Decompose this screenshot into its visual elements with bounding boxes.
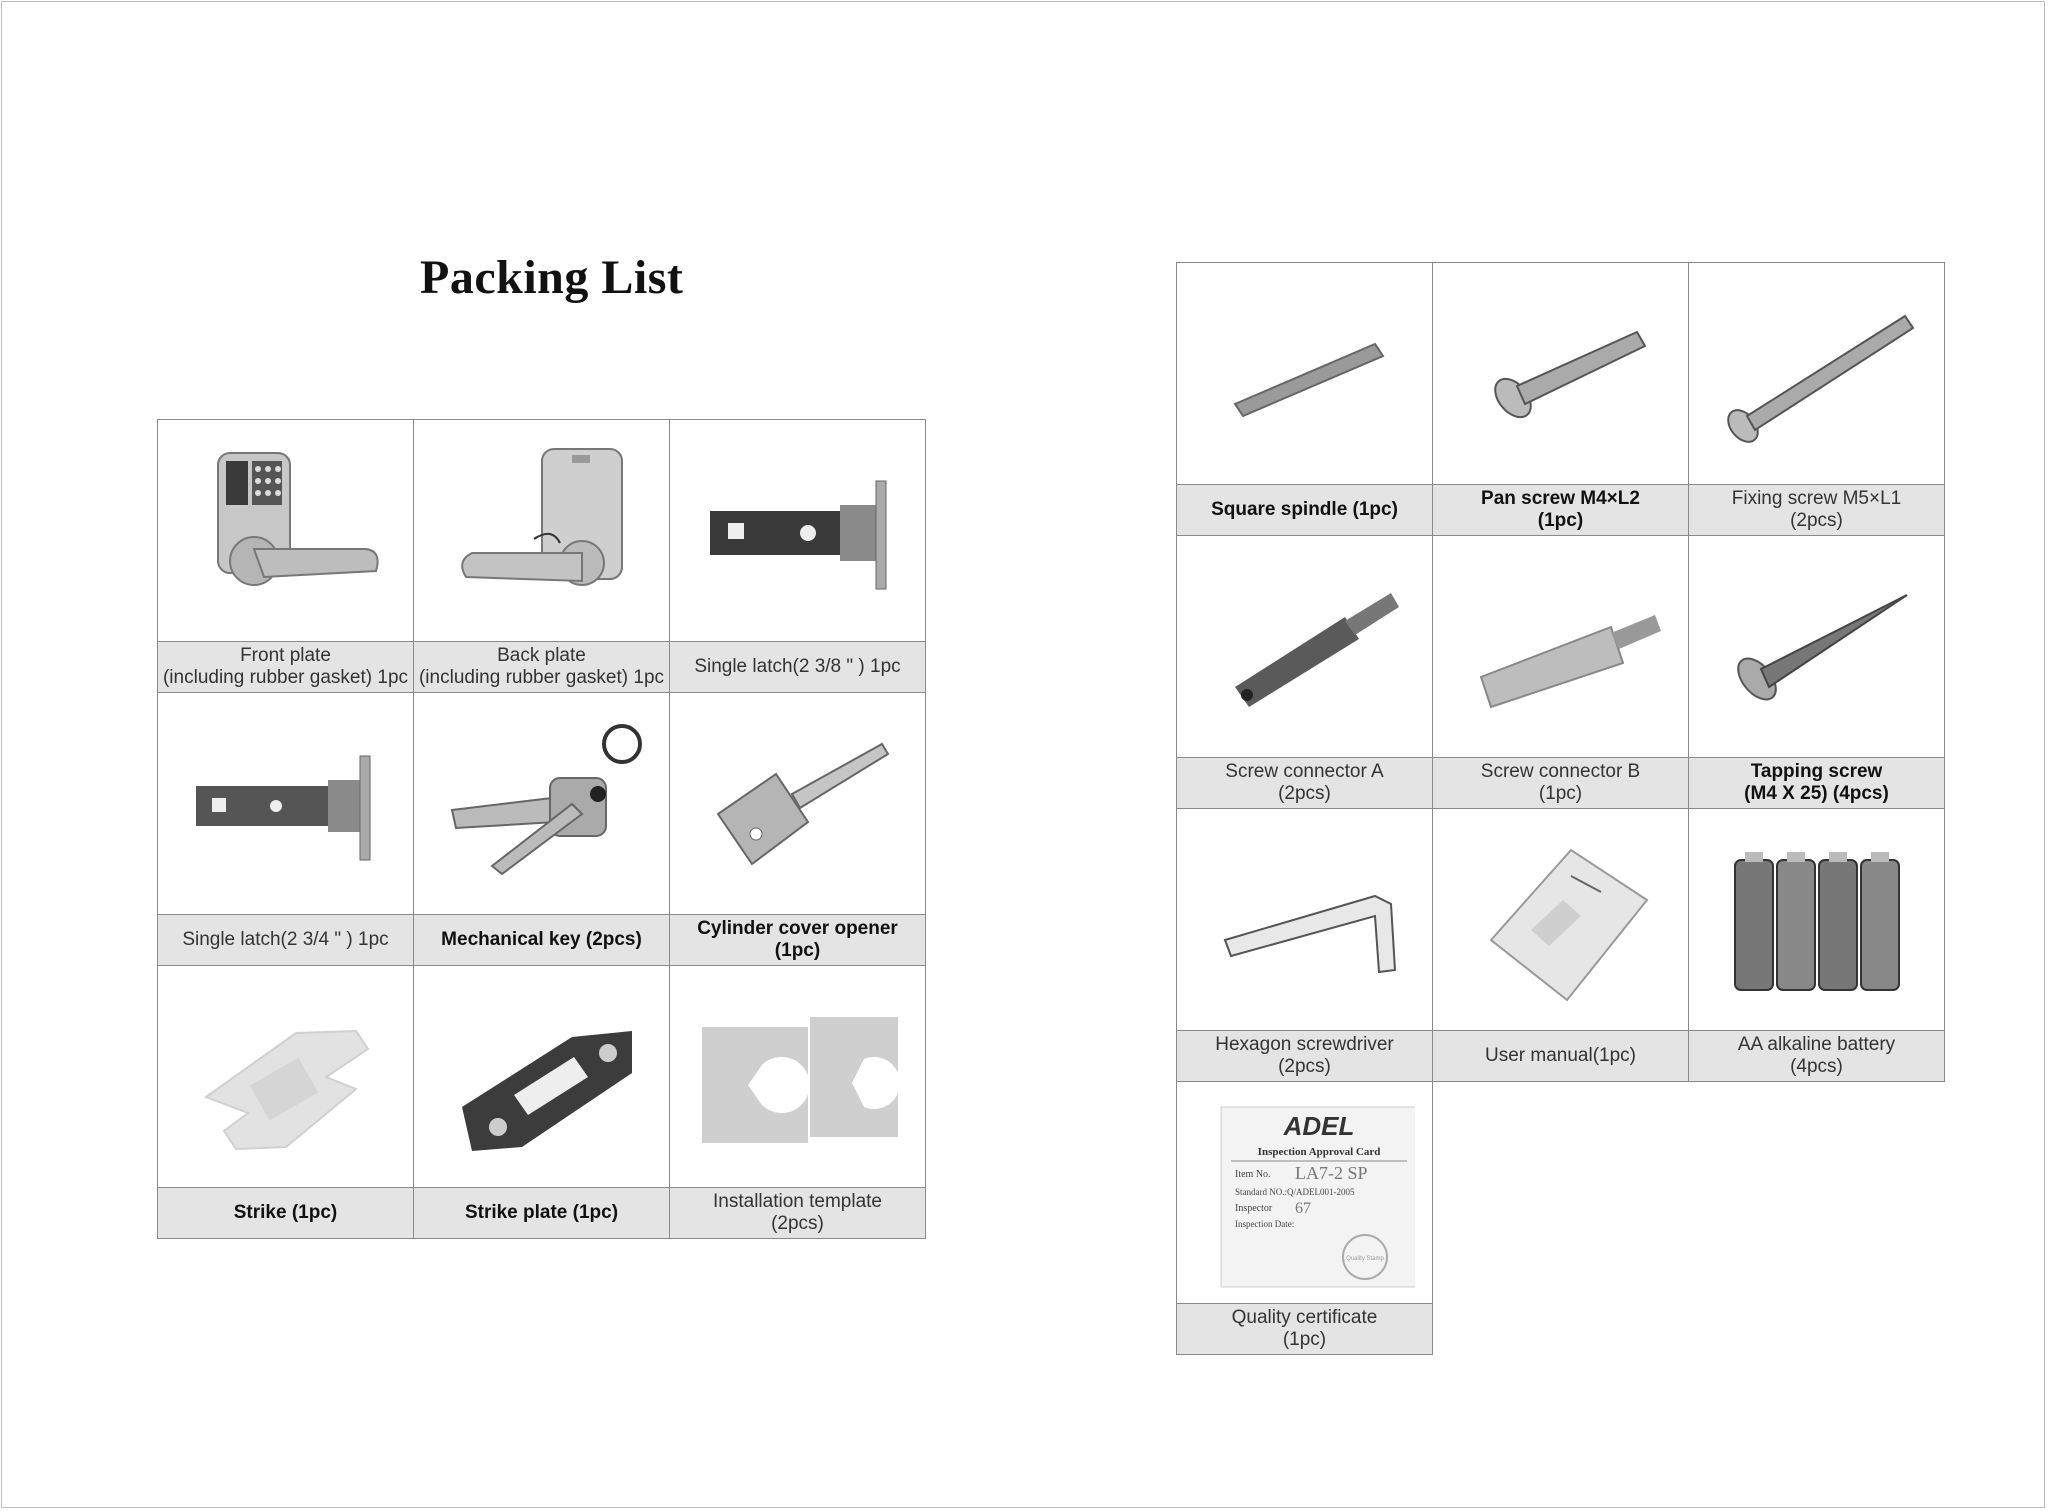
certificate-standard: Standard NO.:Q/ADEL001-2005 <box>1234 1186 1354 1197</box>
front-plate-icon <box>176 431 396 631</box>
item-caption: Pan screw M4×L2 (1pc) <box>1433 484 1688 535</box>
certificate-logo: ADEL <box>1283 1110 1354 1141</box>
template-icon <box>688 977 908 1177</box>
item-caption: Quality certificate (1pc) <box>1177 1303 1432 1354</box>
list-item <box>1433 263 1689 536</box>
list-item <box>1433 536 1689 809</box>
cover-opener-icon <box>688 704 908 904</box>
list-item <box>670 420 926 693</box>
tapping-screw-icon <box>1707 547 1927 747</box>
item-caption: Mechanical key (2pcs) <box>414 914 669 965</box>
list-item <box>1177 536 1433 809</box>
list-item <box>158 420 414 693</box>
list-item <box>158 966 414 1239</box>
item-caption: Front plate (including rubber gasket) 1pc <box>158 641 413 692</box>
list-item <box>670 693 926 966</box>
certificate-inspector: 67 <box>1294 1199 1311 1217</box>
page-title: Packing List <box>420 251 684 304</box>
certificate-item-no: LA7-2 SP <box>1294 1162 1368 1183</box>
item-caption: User manual(1pc) <box>1433 1030 1688 1081</box>
pan-screw-icon <box>1451 274 1671 474</box>
item-caption: Single latch(2 3/4 " ) 1pc <box>158 914 413 965</box>
list-item <box>670 966 926 1239</box>
list-item <box>414 420 670 693</box>
list-item <box>414 966 670 1239</box>
manual-icon <box>1451 820 1671 1020</box>
list-item <box>1689 809 1945 1082</box>
item-caption: Screw connector B (1pc) <box>1433 757 1688 808</box>
back-plate-icon <box>432 431 652 631</box>
item-caption: Cylinder cover opener (1pc) <box>670 914 925 965</box>
list-item <box>1689 536 1945 809</box>
list-item <box>1433 809 1689 1082</box>
item-caption: Back plate (including rubber gasket) 1pc <box>414 641 669 692</box>
item-caption: Hexagon screwdriver (2pcs) <box>1177 1030 1432 1081</box>
item-caption: Single latch(2 3/8 " ) 1pc <box>670 641 925 692</box>
item-caption: Tapping screw (M4 X 25) (4pcs) <box>1689 757 1944 808</box>
list-item <box>1177 263 1433 536</box>
certificate-stamp: Quality Stamp <box>1345 1255 1384 1262</box>
fixing-screw-icon <box>1707 274 1927 474</box>
latch-icon <box>176 704 396 904</box>
connector-a-icon <box>1195 547 1415 747</box>
certificate-heading: Inspection Approval Card <box>1257 1145 1380 1158</box>
certificate-date-label: Inspection Date: <box>1234 1218 1294 1229</box>
list-item <box>158 693 414 966</box>
strike-plate-icon <box>432 977 652 1177</box>
item-caption: Installation template (2pcs) <box>670 1187 925 1238</box>
hex-key-icon <box>1195 820 1415 1020</box>
latch-icon <box>688 431 908 631</box>
item-caption: AA alkaline battery (4pcs) <box>1689 1030 1944 1081</box>
certificate-icon <box>1195 1093 1415 1293</box>
left-packing-grid <box>157 419 926 1239</box>
keys-icon <box>432 704 652 904</box>
item-caption: Square spindle (1pc) <box>1177 484 1432 535</box>
spindle-icon <box>1195 274 1415 474</box>
list-item <box>1177 1082 1433 1355</box>
list-item <box>414 693 670 966</box>
item-caption: Fixing screw M5×L1 (2pcs) <box>1689 484 1944 535</box>
item-caption: Strike (1pc) <box>158 1187 413 1238</box>
item-caption: Strike plate (1pc) <box>414 1187 669 1238</box>
item-caption: Screw connector A (2pcs) <box>1177 757 1432 808</box>
battery-icon <box>1707 820 1927 1020</box>
list-item <box>1177 809 1433 1082</box>
right-packing-grid <box>1176 262 1945 1355</box>
list-item <box>1689 263 1945 536</box>
strike-icon <box>176 977 396 1177</box>
svg-text:Inspector: Inspector <box>1234 1202 1272 1214</box>
connector-b-icon <box>1451 547 1671 747</box>
svg-text:Item No.: Item No. <box>1234 1168 1271 1180</box>
